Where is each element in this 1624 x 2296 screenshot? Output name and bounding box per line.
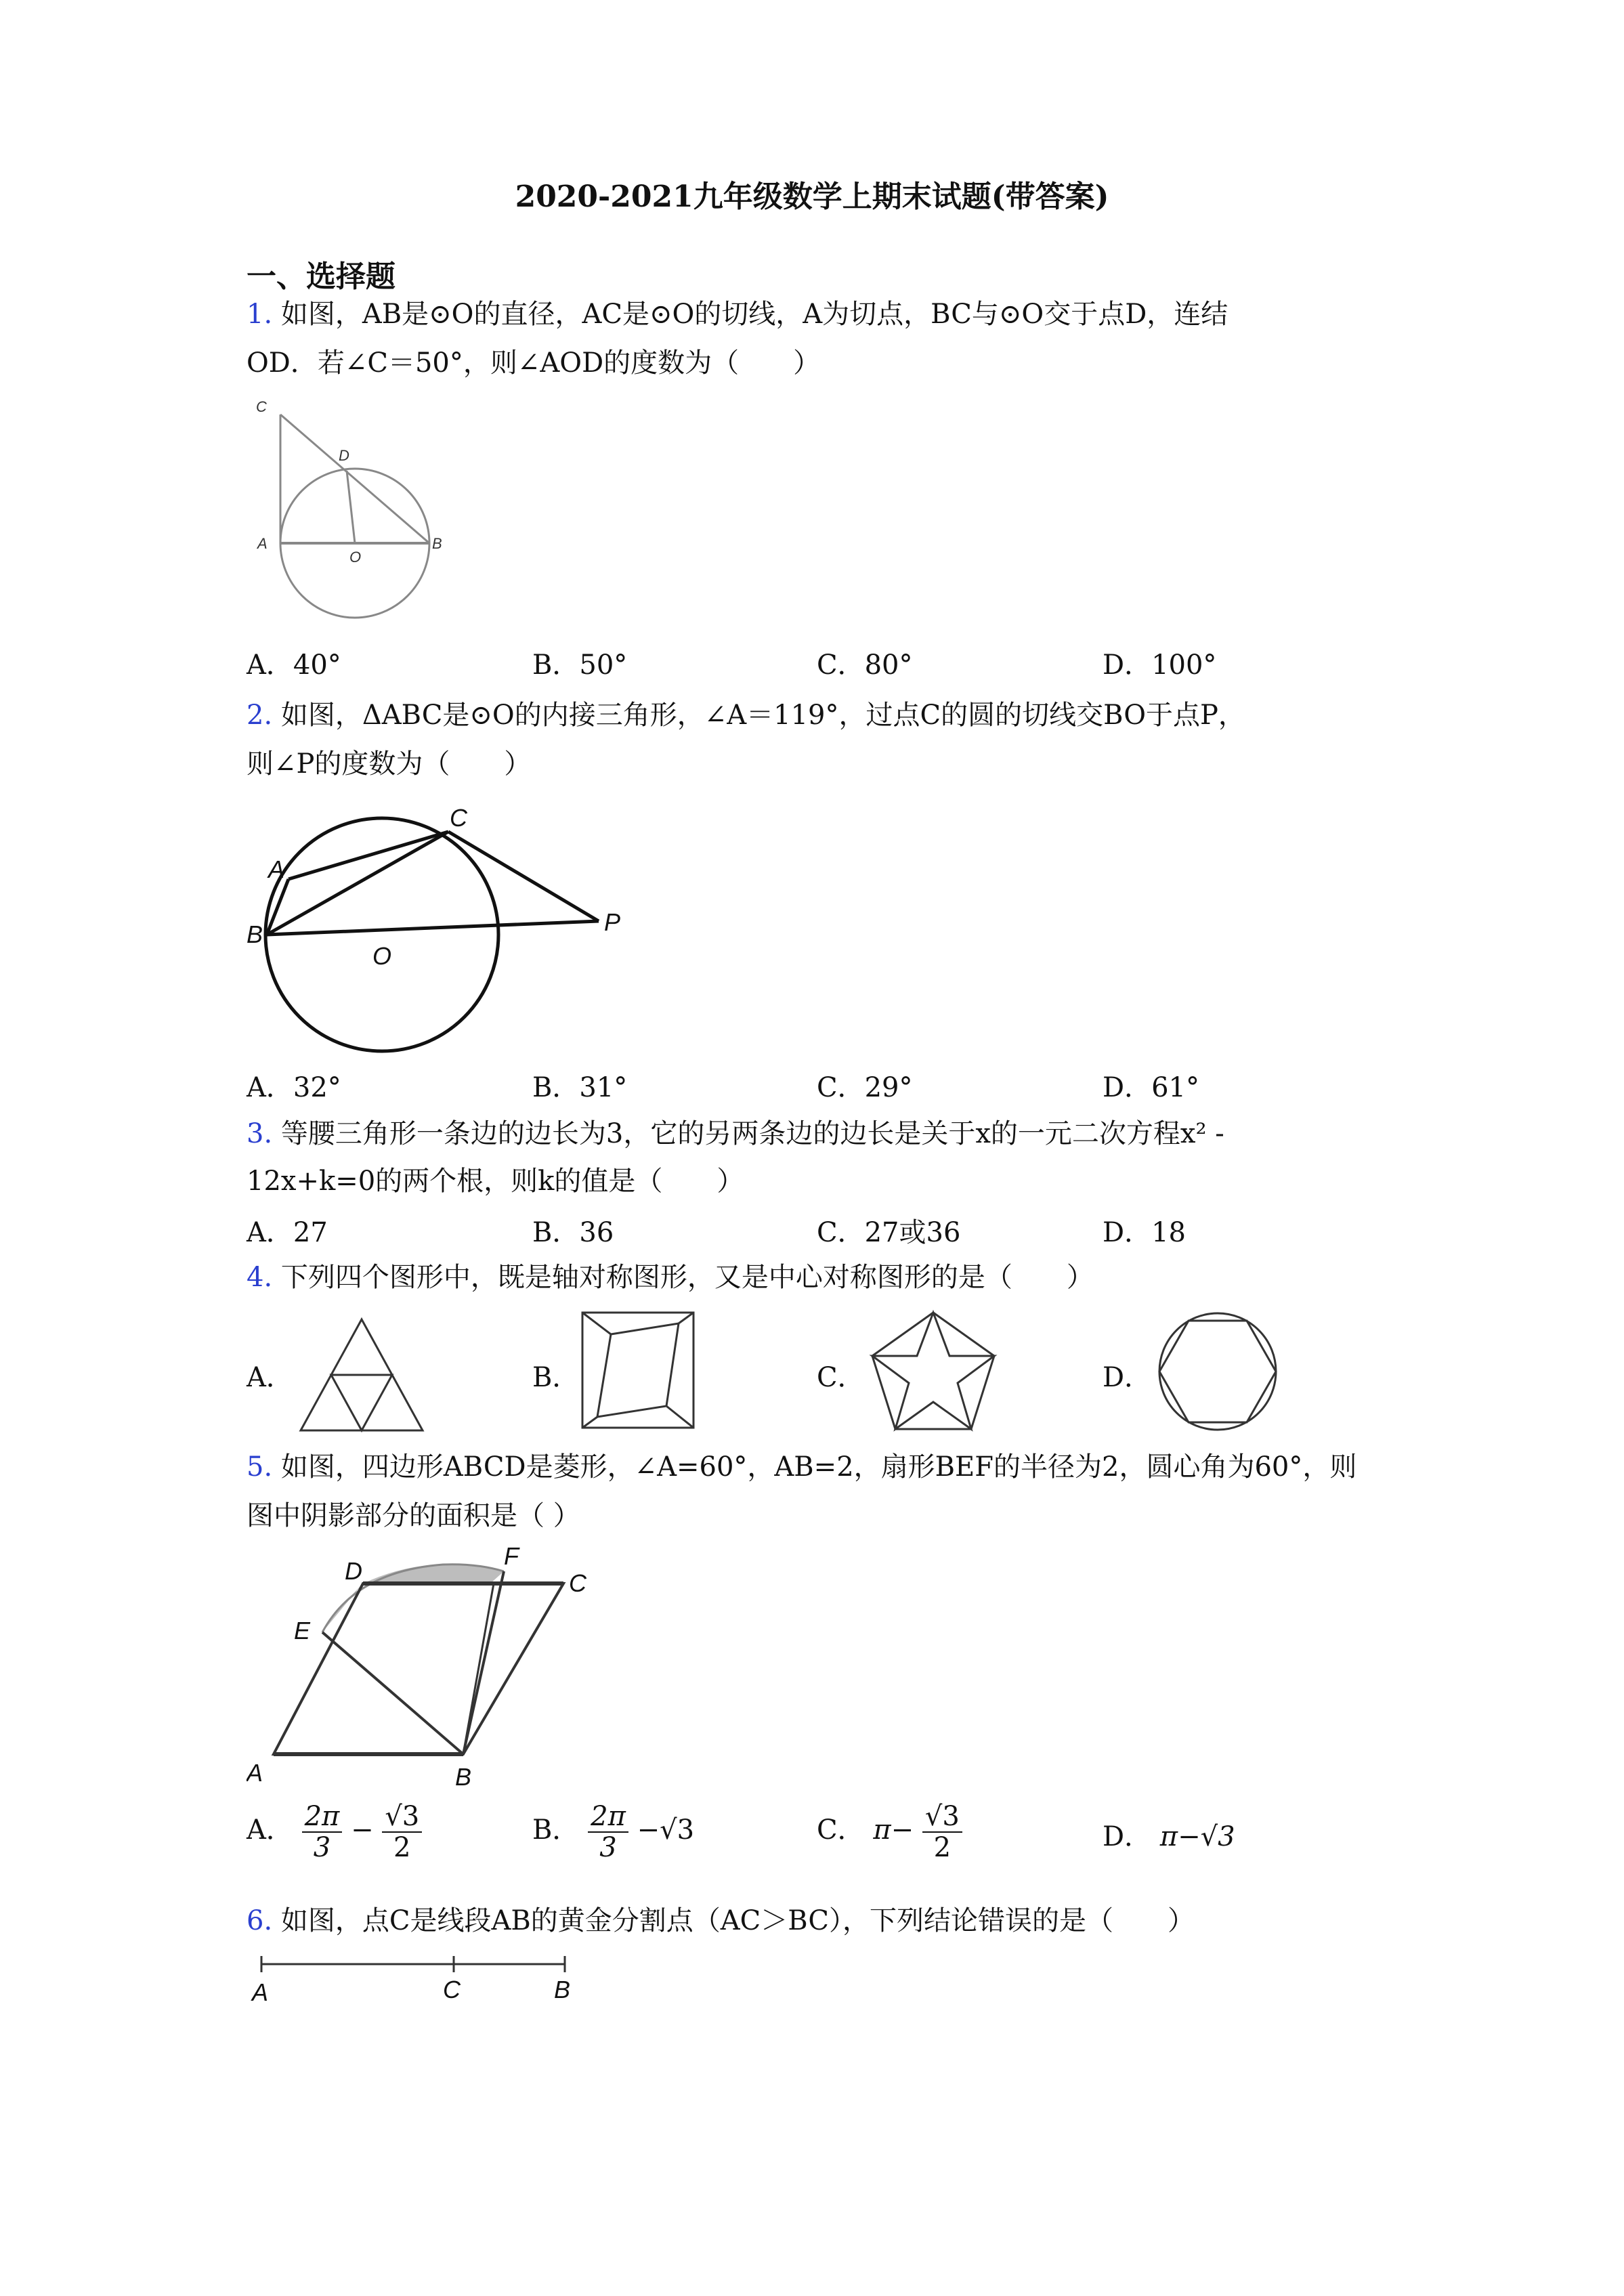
option-c: C．29°	[817, 1072, 913, 1103]
option-prefix: C．	[817, 1814, 865, 1846]
label-a: A	[247, 1759, 263, 1787]
question-text-line1: 下列四个图形中，既是轴对称图形，又是中心对称图形的是（ ）	[280, 1262, 1094, 1293]
question-number: 4.	[247, 1262, 273, 1293]
label-c: C	[443, 1976, 461, 2003]
option-c-figure-pentagon-star	[866, 1307, 1001, 1436]
minus-sign: −	[351, 1814, 374, 1846]
question-text-line1: 如图，四边形ABCD是菱形，∠A=60°，AB=2，扇形BEF的半径为2，圆心角为60°，则	[280, 1451, 1357, 1483]
label-a: A	[268, 855, 285, 883]
label-p: P	[604, 908, 621, 936]
page-title: 2020-2021九年级数学上期末试题(带答案)	[515, 179, 1109, 214]
question-text-line1: 如图，AB是⊙O的直径，AC是⊙O的切线，A为切点，BC与⊙O交于点D，连结	[280, 299, 1228, 330]
fraction: $\frac{√3}{2}$	[922, 1802, 962, 1863]
option-c: C．	[817, 1362, 865, 1393]
option-d	[1103, 1815, 1235, 1854]
label-a: A	[252, 1978, 269, 2006]
option-c	[817, 1802, 962, 1863]
question-5-figure	[247, 1544, 599, 1795]
option-b: B．	[532, 1362, 580, 1393]
question-number: 3.	[247, 1118, 273, 1149]
question-6-figure	[247, 1951, 585, 2018]
option-d: D．18	[1103, 1217, 1186, 1248]
expression-head: π−	[873, 1814, 914, 1846]
option-a: A．	[247, 1362, 293, 1393]
option-a: A．40°	[247, 650, 341, 681]
option-d: D．61°	[1103, 1072, 1199, 1103]
label-c: C	[450, 804, 467, 832]
label-o: O	[349, 549, 362, 566]
question-number: 6.	[247, 1905, 273, 1936]
option-b: B．36	[532, 1217, 614, 1248]
option-b: B．31°	[532, 1072, 628, 1103]
option-prefix: D．	[1103, 1821, 1152, 1852]
label-b: B	[247, 920, 263, 948]
section-heading: 一、选择题	[247, 259, 396, 294]
option-b	[532, 1802, 694, 1863]
fraction: $\frac{2\pi}{3}$	[588, 1802, 628, 1863]
question-5	[247, 1443, 1356, 1491]
question-1-figure	[247, 393, 463, 623]
label-f: F	[504, 1544, 519, 1570]
option-d: D．100°	[1103, 650, 1217, 681]
question-number: 1.	[247, 299, 273, 330]
question-2-figure	[247, 799, 639, 1057]
option-b: B．50°	[532, 650, 628, 681]
label-a: A	[257, 535, 268, 552]
option-a-figure-triangle	[295, 1314, 428, 1436]
label-e: E	[294, 1617, 311, 1644]
question-1	[247, 290, 1228, 339]
option-c: C．80°	[817, 650, 913, 681]
option-a: A．32°	[247, 1072, 341, 1103]
option-prefix: B．	[532, 1814, 580, 1846]
question-1-line2: OD．若∠C＝50°，则∠AOD的度数为（ ）	[247, 347, 821, 379]
label-d: D	[339, 447, 349, 464]
option-d: D．	[1103, 1362, 1152, 1393]
expression: π−√3	[1159, 1821, 1235, 1852]
question-4	[247, 1253, 1094, 1302]
option-prefix: A．	[247, 1814, 293, 1846]
question-2	[247, 691, 1245, 740]
option-d-figure-hexagon-circle	[1151, 1307, 1284, 1436]
question-3-line2: 12x+k=0的两个根，则k的值是（ ）	[247, 1166, 744, 1197]
label-b: B	[455, 1763, 472, 1791]
label-d: D	[345, 1557, 362, 1585]
expression-tail: −√3	[637, 1814, 695, 1846]
question-number: 2.	[247, 700, 273, 731]
label-b: B	[432, 535, 442, 552]
question-text-line1: 等腰三角形一条边的边长为3，它的另两条边的边长是关于x的一元二次方程x² -	[280, 1118, 1224, 1149]
option-a	[247, 1802, 422, 1863]
question-text-line1: 如图，ΔABC是⊙O的内接三角形，∠A＝119°，过点C的圆的切线交BO于点P，	[280, 700, 1245, 731]
question-number: 5.	[247, 1451, 273, 1483]
question-5-line2: 图中阴影部分的面积是（ ）	[247, 1500, 580, 1531]
label-b: B	[554, 1976, 571, 2003]
option-b-figure-square	[577, 1307, 699, 1433]
label-c: C	[256, 398, 267, 415]
option-c: C．27或36	[817, 1217, 961, 1248]
question-6	[247, 1896, 1195, 1945]
question-2-line2: 则∠P的度数为（ ）	[247, 748, 532, 780]
fraction: $\frac{√3}{2}$	[382, 1802, 422, 1863]
label-c: C	[569, 1569, 586, 1597]
question-text-line1: 如图，点C是线段AB的黄金分割点（AC＞BC），下列结论错误的是（ ）	[280, 1905, 1195, 1936]
label-o: O	[372, 942, 392, 970]
fraction: $\frac{2\pi}{3}$	[302, 1802, 343, 1863]
question-3	[247, 1109, 1224, 1158]
option-a: A．27	[247, 1217, 328, 1248]
